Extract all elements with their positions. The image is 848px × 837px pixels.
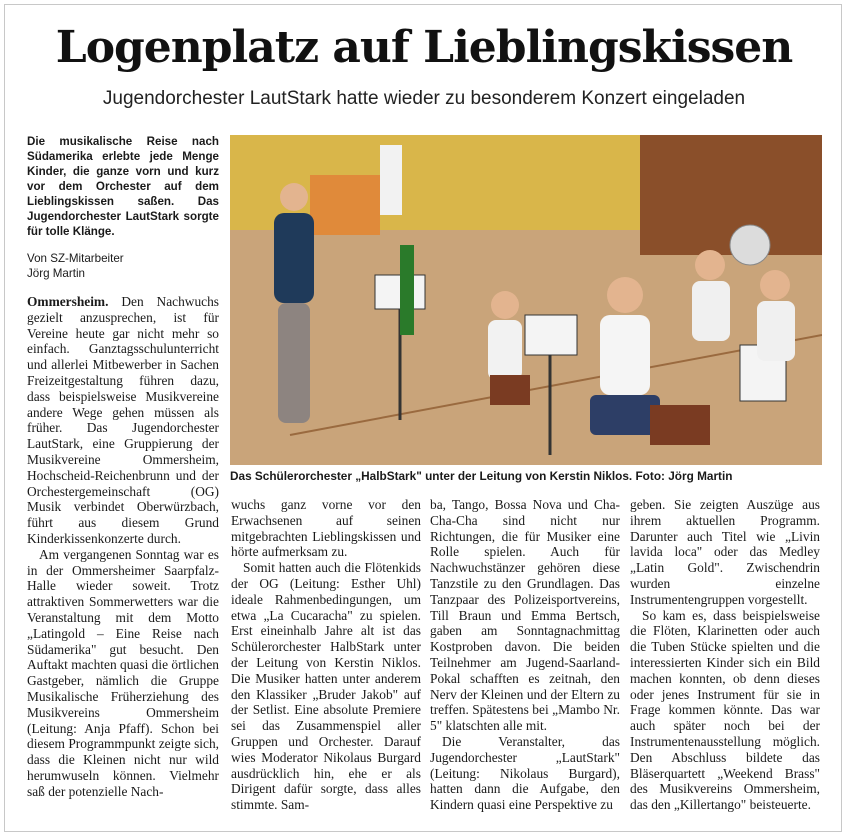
- paragraph: So kam es, dass beispielsweise die Flöten, Klarinetten oder auch die Tuben Stücke spielten und die interessierten Kinder sich ein Bild machen konnten, ob denn dieses oder jenes Instrument für sie in Frage kommen könnte. Das war auch später noch bei der Instrumentenausstellung möglich. Den Abschluss bildete das Bläserquartett „Weekend Brass" des Musikvereins Ommersheim, das den „Killertango" beisteuerte.: [630, 607, 820, 813]
- conductor-trousers: [278, 303, 310, 423]
- banner: [380, 145, 402, 215]
- hall-door: [310, 175, 380, 235]
- child-head: [491, 291, 519, 319]
- child-shirt: [692, 281, 730, 341]
- text-column-3: [430, 497, 620, 817]
- paragraph: ba, Tango, Bossa Nova und Cha-Cha-Cha sind nicht nur Richtungen, die für Musiker eine Rolle spielen. Auch für Nachwuchstänzer gehören diese Tanzstile zu den Grundlagen. Das Tanzpaar des Polizeisportvereins, Till Braun und Emma Bertsch, gaben am Sonntagnachmittag Kostproben davon. Die beiden Teilnehmer am Jugend-Saarland-Pokal schafften es zeitnah, den Nerv der Kleinen und der Eltern zu treffen. Spätestens bei „Mambo Nr. 5" klatschten alle mit.: [430, 497, 620, 734]
- paragraph: [27, 294, 219, 547]
- paragraph: Am vergangenen Sonntag war es in der Ommersheimer Saarpfalz-Halle wieder soweit. Trotz attraktiven Sommerwetters war die Veranstaltung mit dem Motto „Latingold – Eine Reise nach Südamerika" gut besucht. Den Auftakt machten quasi die örtlichen Gastgeber, nämlich die Gruppe Musikalische Früherziehung des Musikvereins Ommersheim (Leitung: Anja Pfaff). Schon bei diesem Programmpunkt zeigte sich, dass die Kleinen nicht nur wild herumwuseln können. Vielmehr saß der potenzielle Nach-: [27, 546, 219, 799]
- paragraph-text: Den Nachwuchs gezielt anzusprechen, ist für Vereine heute gar nicht mehr so einfach. Ganztagsschulunterricht und allerlei Mitbewerber in Sachen Freizeitgestaltung führen dazu, dass beispielsweise Musikvereine andere Wege gehen müssen als früher. Das Jugendorchester LautStark, eine Gruppierung der Musikvereine Ommersheim, Hochscheid-Reichenbrunn und der Orchestergemeinschaft (OG) Musik verbindet Oberwürzbach, führt aus diesem Grund Kinderkissenkonzerte durch.: [27, 294, 219, 546]
- child-head: [607, 277, 643, 313]
- sheet-music: [525, 315, 577, 355]
- paragraph: Somit hatten auch die Flötenkids der OG (Leitung: Esther Uhl) ideale Rahmenbedingungen, um etwa „La Cucaracha" zu spielen. Erst eineinhalb Jahre alt ist das Schülerorchester HalbStark unter der Leitung von Kerstin Niklos. Die Musiker hatten unter anderem den Klassiker „Bruder Jakob" auf der Setlist. Eine absolute Premiere sei das Zusammenspiel aller Gruppen und Orchester. Darauf wies Moderator Nikolaus Burgard ausdrücklich hin, ehe er als Dirigent dafür sorgte, dass alles stimmte. Sam-: [231, 560, 421, 813]
- byline-author: Jörg Martin: [27, 267, 85, 280]
- child-jeans: [590, 395, 660, 435]
- article-subheadline: Jugendorchester LautStark hatte wieder zu besonderem Konzert eingeladen: [102, 88, 746, 109]
- orchestra-photo: [230, 135, 822, 465]
- byline-role: Von SZ-Mitarbeiter: [27, 252, 124, 265]
- text-column-2: [231, 497, 421, 817]
- text-column-1: [27, 294, 219, 814]
- paragraph: geben. Sie zeigten Auszüge aus ihrem aktuellen Programm. Darunter auch Titel wie „Livin lavida loca" oder das Medley „Latin Gold". Zwischendrin wurden einzelne Instrumentengruppen vorgestellt.: [630, 497, 820, 607]
- child-head: [760, 270, 790, 300]
- photo-caption: Das Schülerorchester „HalbStark" unter der Leitung von Kerstin Niklos. Foto: Jörg Martin: [230, 469, 733, 483]
- drum: [730, 225, 770, 265]
- conductor-top: [274, 213, 314, 303]
- conductor-head: [280, 183, 308, 211]
- child-shirt: [488, 320, 522, 380]
- article-photo: [230, 135, 822, 465]
- green-instrument: [400, 245, 414, 335]
- text-column-4: [630, 497, 820, 817]
- article-headline: Logenplatz auf Lieblingskissen: [55, 22, 793, 73]
- byline: [27, 251, 219, 281]
- child-shirt: [757, 301, 795, 361]
- dateline: Ommersheim.: [27, 294, 109, 309]
- chair: [490, 375, 530, 405]
- wood-panel: [640, 135, 822, 255]
- article-lead: Die musikalische Reise nach Südamerika erlebte jede Menge Kinder, die ganze vorn und kurz vor dem Orchester auf dem Lieblingskissen saßen. Das Jugendorchester LautStark sorgte für tolle Klänge.: [27, 135, 219, 238]
- chair: [650, 405, 710, 445]
- child-shirt: [600, 315, 650, 395]
- paragraph: Die Veranstalter, das Jugendorchester „LautStark" (Leitung: Nikolaus Burgard), hatten dann die Aufgabe, den Kindern quasi eine Perspektive zu: [430, 733, 620, 813]
- child-head: [695, 250, 725, 280]
- paragraph: wuchs ganz vorne vor den Erwachsenen auf seinen mitgebrachten Lieblingskissen und hörte aufmerksam zu.: [231, 497, 421, 560]
